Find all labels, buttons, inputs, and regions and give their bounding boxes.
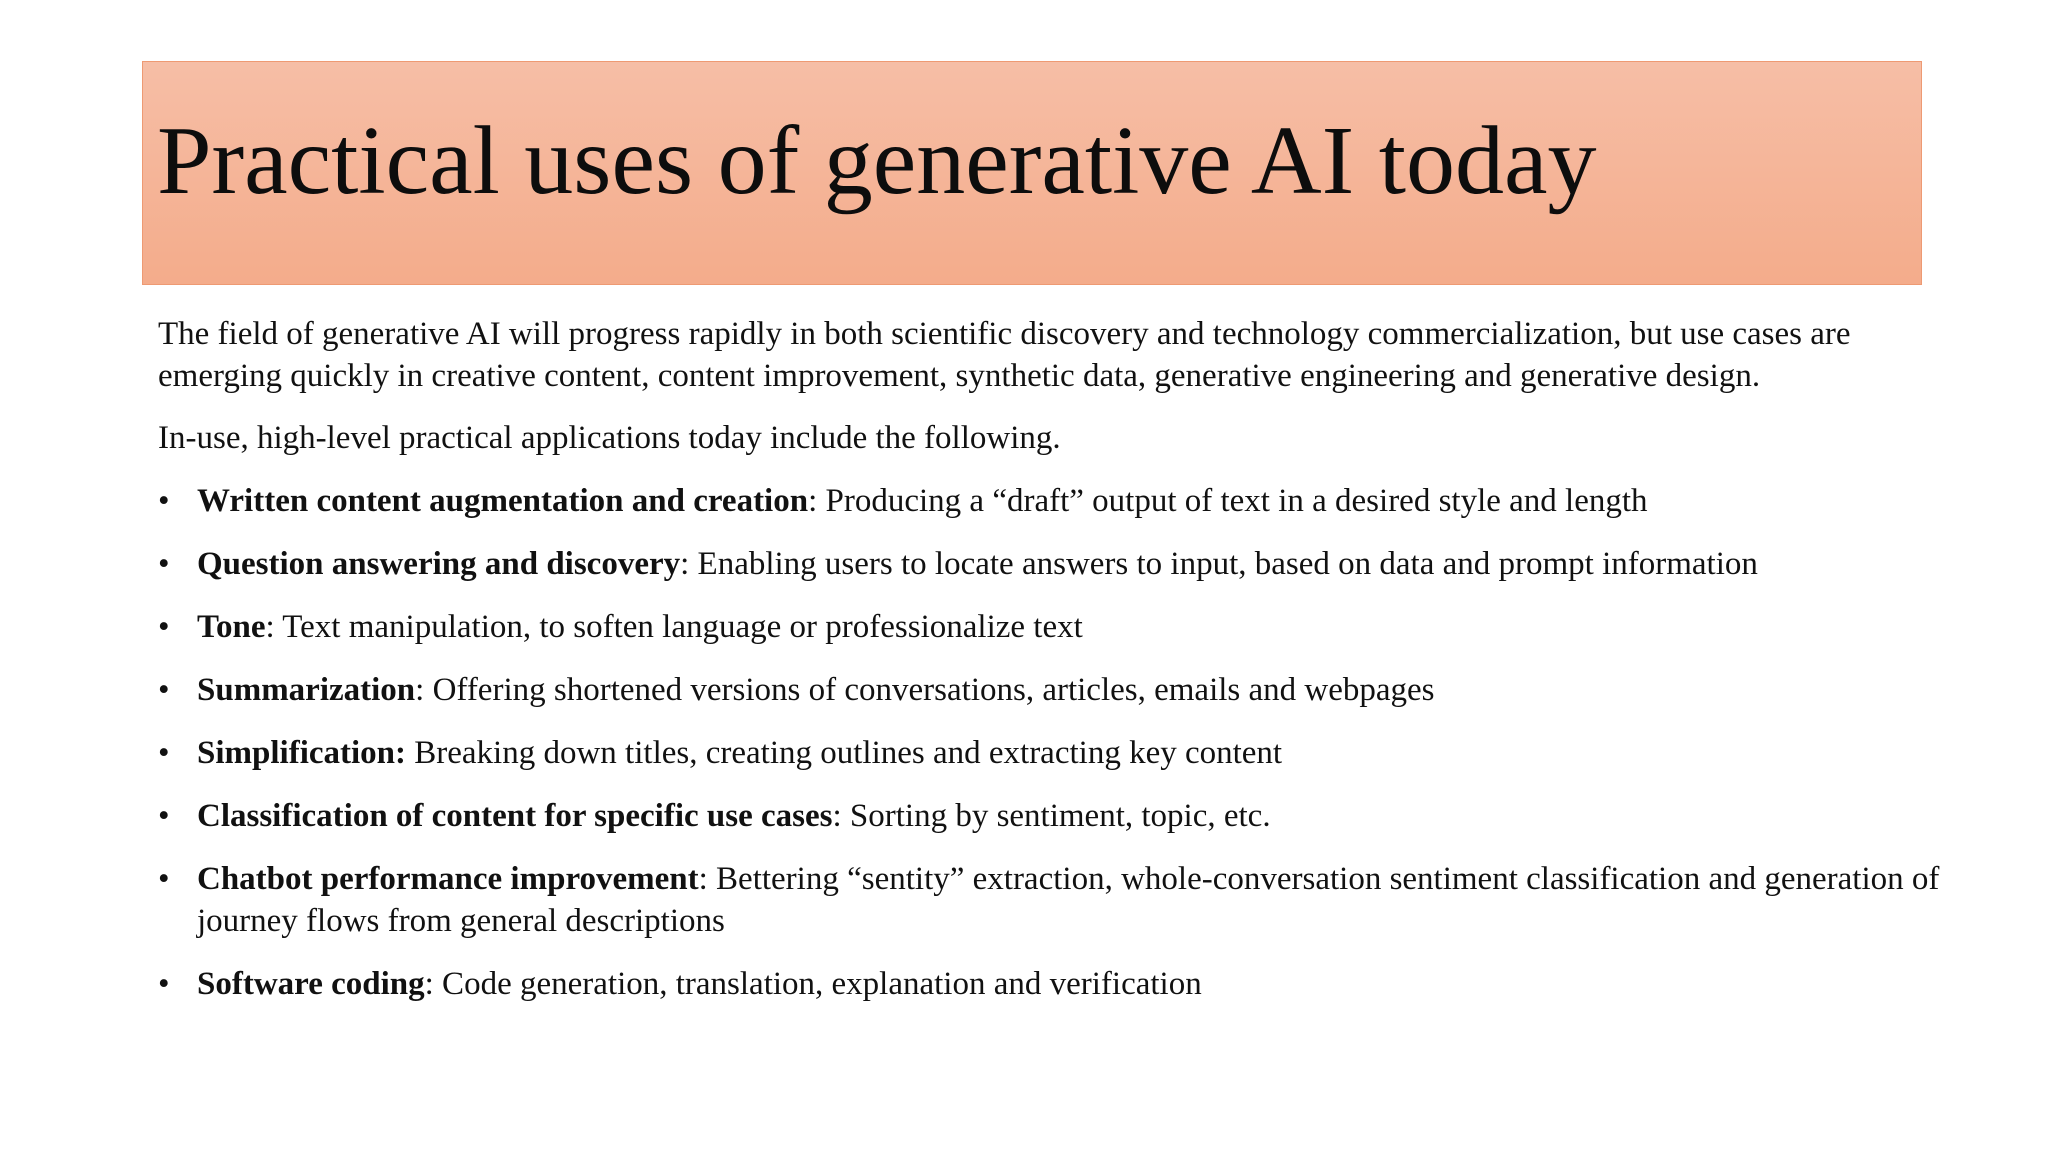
applications-list bbox=[158, 480, 1958, 1005]
item-text: : Text manipulation, to soften language or professionalize text bbox=[265, 609, 1083, 645]
bullet-icon: • bbox=[158, 861, 170, 897]
bullet-icon: • bbox=[158, 483, 170, 519]
item-text: : Producing a “draft” output of text in a desired style and length bbox=[808, 483, 1648, 519]
title-banner bbox=[142, 61, 1922, 285]
list-item bbox=[158, 732, 1987, 774]
list-item bbox=[158, 963, 1987, 1005]
item-text: : Sorting by sentiment, topic, etc. bbox=[832, 798, 1271, 834]
lead-paragraph: In-use, high-level practical applications today include the following. bbox=[158, 420, 1061, 456]
item-label: Written content augmentation and creation bbox=[197, 483, 809, 519]
slide-body bbox=[158, 313, 1958, 1026]
item-label: Chatbot performance improvement bbox=[197, 861, 699, 897]
item-label: Simplification: bbox=[197, 735, 407, 771]
intro-paragraph: The field of generative AI will progress rapidly in both scientific discovery and technology commercialization, but use cases are emerging quickly in creative content, content improvement, synthetic data, generative engineering and generative design. bbox=[158, 316, 1851, 394]
list-item bbox=[158, 669, 1987, 711]
item-text: : Enabling users to locate answers to input, based on data and prompt information bbox=[680, 546, 1758, 582]
item-text: : Code generation, translation, explanation and verification bbox=[424, 966, 1202, 1002]
bullet-icon: • bbox=[158, 546, 170, 582]
item-label: Classification of content for specific use cases bbox=[197, 798, 833, 834]
item-text: : Bettering “sentity” extraction, whole-conversation sentiment classification and generation of journey flows from general descriptions bbox=[197, 861, 1940, 939]
item-text: : Offering shortened versions of conversations, articles, emails and webpages bbox=[415, 672, 1435, 708]
list-item bbox=[158, 543, 1987, 585]
bullet-icon: • bbox=[158, 798, 170, 834]
bullet-icon: • bbox=[158, 735, 170, 771]
bullet-icon: • bbox=[158, 609, 170, 645]
list-item bbox=[158, 795, 1987, 837]
bullet-icon: • bbox=[158, 672, 170, 708]
item-label: Summarization bbox=[197, 672, 416, 708]
list-item bbox=[158, 606, 1987, 648]
list-item bbox=[158, 480, 1987, 522]
item-label: Software coding bbox=[197, 966, 425, 1002]
item-label: Question answering and discovery bbox=[197, 546, 681, 582]
bullet-icon: • bbox=[158, 966, 170, 1002]
item-text: Breaking down titles, creating outlines and extracting key content bbox=[406, 735, 1283, 771]
item-label: Tone bbox=[197, 609, 266, 645]
list-item bbox=[158, 858, 1987, 942]
slide-title: Practical uses of generative AI today bbox=[157, 107, 1597, 215]
